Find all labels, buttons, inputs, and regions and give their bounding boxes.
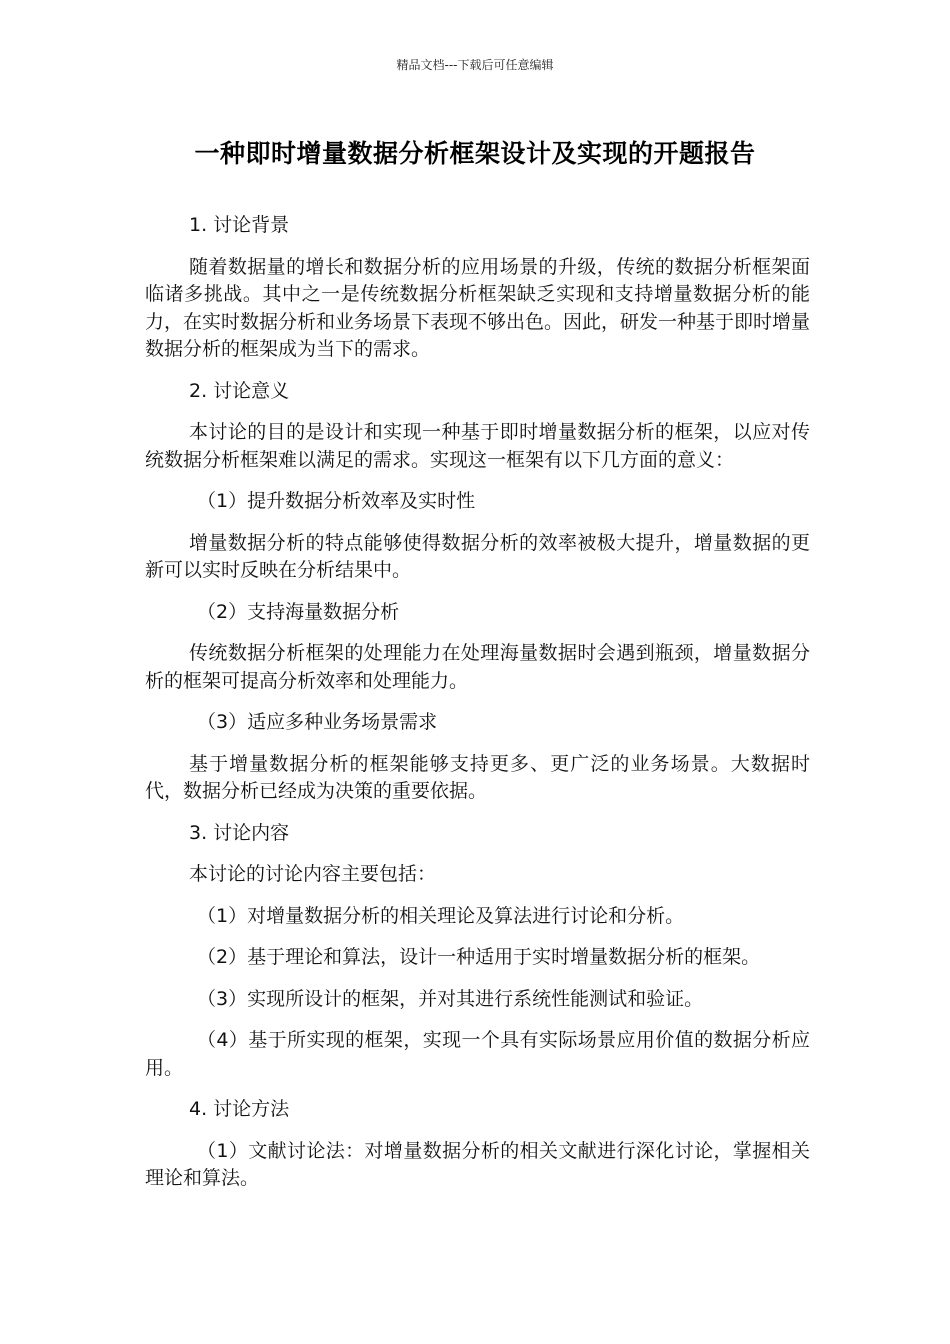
section-heading-background: 1. 讨论背景 <box>189 214 290 236</box>
document-body <box>145 212 810 1207</box>
subheading-massive-data: （2）支持海量数据分析 <box>197 600 400 623</box>
content-item-1: （1）对增量数据分析的相关理论及算法进行讨论和分析。 <box>197 904 685 927</box>
document-title: 一种即时增量数据分析框架设计及实现的开题报告 <box>194 139 756 168</box>
paragraph-content-intro: 本讨论的讨论内容主要包括： <box>189 863 437 885</box>
section-heading-content: 3. 讨论内容 <box>189 821 290 844</box>
method-item-1: （1）文献讨论法：对增量数据分析的相关文献进行深化讨论，掌握相关理论和算法。 <box>145 1139 810 1189</box>
paragraph-significance: 本讨论的目的是设计和实现一种基于即时增量数据分析的框架，以应对传统数据分析框架难以满足的需求。实现这一框架有以下几方面的意义： <box>145 421 810 471</box>
section-heading-significance: 2. 讨论意义 <box>189 379 290 402</box>
paragraph-business-scenarios: 基于增量数据分析的框架能够支持更多、更广泛的业务场景。大数据时代，数据分析已经成为决策的重要依据。 <box>145 752 810 802</box>
section-heading-methods: 4. 讨论方法 <box>189 1098 290 1120</box>
content-item-3: （3）实现所设计的框架，并对其进行系统性能测试和验证。 <box>197 987 704 1010</box>
paragraph-efficiency: 增量数据分析的特点能够使得数据分析的效率被极大提升，增量数据的更新可以实时反映在分析结果中。 <box>145 531 810 581</box>
page-header: 精品文档---下载后可任意编辑 <box>396 58 554 72</box>
paragraph-background: 随着数据量的增长和数据分析的应用场景的升级，传统的数据分析框架面临诸多挑战。其中之一是传统数据分析框架缺乏实现和支持增量数据分析的能力，在实时数据分析和业务场景下表现不够出色。因此，研发一种基于即时增量数据分析的框架成为当下的需求。 <box>145 255 811 360</box>
subheading-business-scenarios: （3）适应多种业务场景需求 <box>197 711 438 733</box>
paragraph-massive-data: 传统数据分析框架的处理能力在处理海量数据时会遇到瓶颈，增量数据分析的框架可提高分析效率和处理能力。 <box>145 642 810 692</box>
content-item-4: （4）基于所实现的框架，实现一个具有实际场景应用价值的数据分析应用。 <box>145 1029 810 1079</box>
subheading-efficiency: （1）提升数据分析效率及实时性 <box>197 490 476 512</box>
content-item-2: （2）基于理论和算法，设计一种适用于实时增量数据分析的框架。 <box>197 946 761 968</box>
